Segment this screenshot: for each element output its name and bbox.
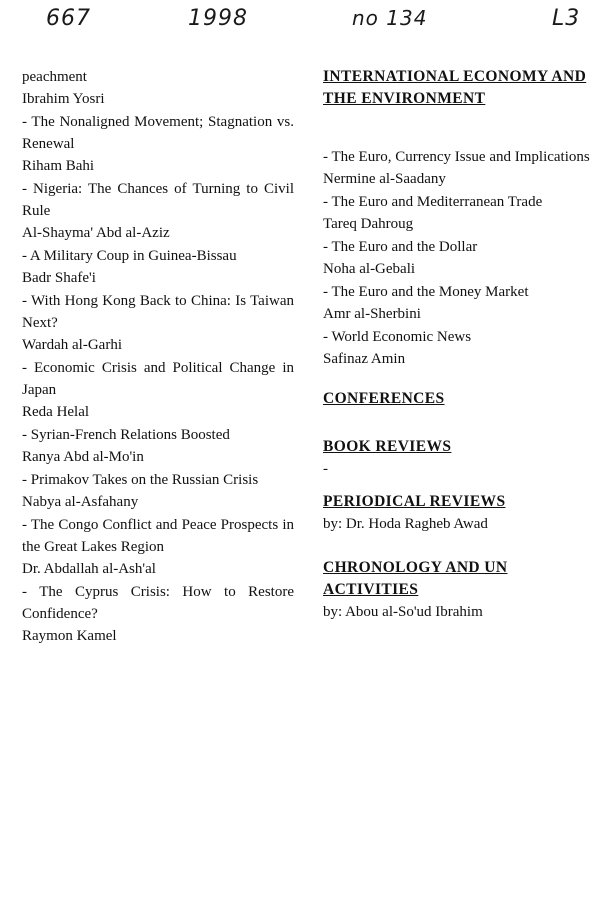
periodical-reviews-author: by: Dr. Hoda Ragheb Awad (323, 516, 488, 532)
article-author: Nermine al-Saadany (323, 171, 446, 187)
article-title: - Primakov Takes on the Russian Crisis (22, 472, 259, 488)
article-author: Raymon Kamel (22, 628, 117, 644)
article-title: - The Congo Conflict and Peace Prospects in the Great Lakes Region (22, 517, 294, 555)
lead-text: peachment (22, 69, 87, 85)
article-title: - Nigeria: The Chances of Turning to Civil Rule (22, 181, 294, 219)
article-author: Amr al-Sherbini (323, 306, 421, 322)
article-title: - A Military Coup in Guinea-Bissau (22, 248, 237, 264)
article-author: Noha al-Gebali (323, 261, 416, 277)
article-title: - The Cyprus Crisis: How to Restore Confidence? (22, 584, 294, 622)
economy-entries (323, 146, 593, 370)
left-column (22, 66, 294, 648)
section-heading-chronology: CHRONOLOGY AND UN ACTIVITIES (323, 559, 508, 598)
article-title: - The Euro and Mediterranean Trade (323, 194, 543, 210)
lead-author: Ibrahim Yosri (22, 91, 105, 107)
article-title: - The Nonaligned Movement; Stagnation vs. Renewal (22, 114, 294, 152)
article-author: Safinaz Amin (323, 351, 406, 367)
dash-mark: - (323, 461, 328, 477)
handwritten-annotation-2: 1998 (188, 6, 248, 31)
handwritten-annotation-1: 667 (46, 6, 91, 31)
article-author: Al-Shayma' Abd al-Aziz (22, 225, 170, 241)
section-heading-periodical-reviews: PERIODICAL REVIEWS (323, 493, 506, 510)
article-author: Ranya Abd al-Mo'in (22, 449, 144, 465)
article-author: Nabya al-Asfahany (22, 494, 139, 510)
section-heading-economy: INTERNATIONAL ECONOMY AND THE ENVIRONMENT (323, 68, 587, 107)
article-author: Dr. Abdallah al-Ash'al (22, 561, 156, 577)
article-title: - The Euro, Currency Issue and Implications (323, 149, 590, 165)
article-author: Reda Helal (22, 404, 90, 420)
article-author: Wardah al-Garhi (22, 337, 122, 353)
handwritten-annotation-3: no 134 (352, 6, 428, 30)
article-title: - Syrian-French Relations Boosted (22, 427, 230, 443)
article-author: Badr Shafe'i (22, 270, 96, 286)
article-author: Riham Bahi (22, 158, 95, 174)
section-heading-conferences: CONFERENCES (323, 390, 445, 407)
handwritten-annotation-4: L3 (552, 6, 581, 31)
article-title: - The Euro and the Money Market (323, 284, 529, 300)
chronology-author: by: Abou al-So'ud Ibrahim (323, 604, 483, 620)
article-title: - Economic Crisis and Political Change in Japan (22, 360, 294, 398)
article-author: Tareq Dahroug (323, 216, 414, 232)
article-title: - With Hong Kong Back to China: Is Taiwan Next? (22, 293, 294, 331)
section-heading-book-reviews: BOOK REVIEWS (323, 438, 452, 455)
article-title: - The Euro and the Dollar (323, 239, 478, 255)
right-column (323, 66, 593, 624)
article-title: - World Economic News (323, 329, 472, 345)
